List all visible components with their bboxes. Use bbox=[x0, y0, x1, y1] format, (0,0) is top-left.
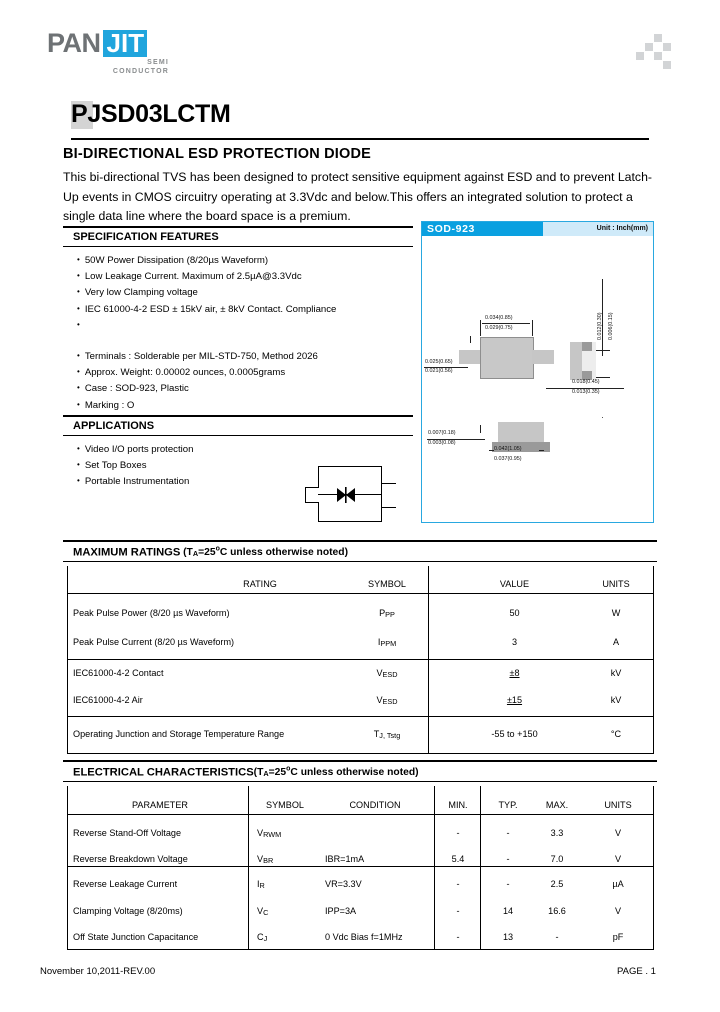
package-side-lead bbox=[570, 342, 582, 380]
panjit-logo bbox=[47, 27, 172, 78]
list-item bbox=[77, 317, 336, 333]
cell-typ: - bbox=[506, 828, 510, 838]
dim-side-height-1: 0.012(0.30) bbox=[597, 312, 603, 340]
product-subtitle: BI-DIRECTIONAL ESD PROTECTION DIODE bbox=[63, 146, 372, 162]
max-ratings-title bbox=[73, 546, 348, 558]
cell-parameter: Clamping Voltage (8/20ms) bbox=[73, 906, 183, 916]
list-item: • Approx. Weight: 0.00002 ounces, 0.0005grams bbox=[77, 364, 336, 380]
footer-date: November 10,2011-REV.00 bbox=[40, 966, 156, 977]
cell-typ: - bbox=[506, 879, 510, 889]
dim-left-1: 0.025(0.65) bbox=[425, 359, 453, 365]
max-table-rule-3 bbox=[67, 716, 653, 717]
cell-units: kV bbox=[610, 668, 622, 678]
elec-rule-bottom bbox=[67, 949, 653, 950]
cell-condition: IBR=1mA bbox=[325, 854, 365, 864]
cell-symbol: VC bbox=[257, 906, 269, 917]
cell-units: µA bbox=[612, 879, 624, 889]
elec-divider-1 bbox=[248, 786, 249, 950]
decorative-dots bbox=[636, 34, 676, 68]
dim-bot-left-2: 0.003(0.08) bbox=[428, 440, 456, 446]
cell-max: 2.5 bbox=[550, 879, 564, 889]
max-ratings-rule-bottom bbox=[63, 561, 657, 562]
electrical-rule-top bbox=[63, 760, 657, 762]
column-header-units: UNITS bbox=[604, 800, 632, 810]
list-item: • Very low Clamping voltage bbox=[77, 284, 336, 300]
package-band bbox=[422, 222, 653, 236]
cell-max: 16.6 bbox=[548, 906, 566, 916]
symbol-pin-top bbox=[382, 483, 396, 484]
symbol-pin-bottom bbox=[382, 507, 396, 508]
cell-min: - bbox=[456, 828, 460, 838]
cell-parameter: Off State Junction Capacitance bbox=[73, 932, 199, 942]
spec-rule-top bbox=[63, 226, 413, 228]
page-title: PJSD03LCTM bbox=[71, 100, 231, 128]
dim-arrow-left bbox=[489, 450, 494, 451]
dim-bot-left-1: 0.007(0.18) bbox=[428, 430, 456, 436]
electrical-condition: ($TA=25^oC$ unless otherwise noted) bbox=[253, 766, 419, 779]
logo-accent-block bbox=[103, 27, 148, 58]
cell-condition: VR=3.3V bbox=[325, 879, 362, 889]
cell-units: W bbox=[611, 608, 621, 618]
cell-units: pF bbox=[612, 932, 624, 942]
electrical-rule-bottom bbox=[63, 781, 657, 782]
package-lead-right bbox=[532, 350, 554, 364]
footer-page: PAGE . 1 bbox=[617, 966, 656, 977]
dim-top-width-1: 0.034(0.85) bbox=[485, 315, 513, 321]
column-header-symbol: SYMBOL bbox=[368, 579, 406, 589]
column-header-symbol: SYMBOL bbox=[266, 800, 304, 810]
list-item: • Set Top Boxes bbox=[77, 457, 193, 473]
dim-line-a bbox=[482, 323, 530, 324]
dim-top-width-2: 0.029(0.75) bbox=[485, 325, 513, 331]
max-table-rule-bottom bbox=[67, 753, 653, 754]
dim-side-height-2: 0.006(0.15) bbox=[608, 312, 614, 340]
package-body-top bbox=[480, 337, 534, 379]
cell-rating: IEC61000-4-2 Air bbox=[73, 695, 143, 705]
electrical-title bbox=[73, 766, 419, 778]
spec-list bbox=[77, 252, 336, 413]
logo-subtitle-line2: CONDUCTOR bbox=[112, 67, 169, 75]
electrical-title-text: ELECTRICAL CHARACTERISTICS bbox=[73, 766, 254, 779]
cell-units: kV bbox=[610, 695, 622, 705]
elec-rule-2 bbox=[67, 866, 653, 867]
list-item: • Terminals : Solderable per MIL-STD-750, Method 2026 bbox=[77, 348, 336, 364]
dim-tick-side-1 bbox=[596, 350, 610, 351]
cell-rating: Peak Pulse Power (8/20 µs Waveform) bbox=[73, 608, 230, 618]
logo-subtitle bbox=[47, 59, 169, 76]
dim-left-2: 0.021(0.56) bbox=[425, 368, 453, 374]
dim-arrow-right bbox=[539, 450, 544, 451]
dim-tick-bot bbox=[480, 425, 481, 433]
cell-symbol: TJ, Tstg bbox=[373, 729, 401, 740]
list-item: • 50W Power Dissipation (8/20µs Waveform) bbox=[77, 252, 336, 268]
dim-dot bbox=[602, 417, 603, 418]
cell-units: V bbox=[614, 854, 622, 864]
package-lead-left bbox=[459, 350, 481, 364]
cell-max: 7.0 bbox=[550, 854, 564, 864]
list-item: • Portable Instrumentation bbox=[77, 473, 193, 489]
dim-bot-width-1: 0.042(1.05) bbox=[494, 446, 522, 452]
cell-rating: IEC61000-4-2 Contact bbox=[73, 668, 164, 678]
dim-tick-left bbox=[470, 336, 471, 343]
column-header-units: UNITS bbox=[602, 579, 630, 589]
cell-units: A bbox=[612, 637, 620, 647]
cell-min: - bbox=[456, 879, 460, 889]
spec-rule-bottom bbox=[63, 246, 413, 247]
spec-heading: SPECIFICATION FEATURES bbox=[73, 231, 219, 243]
cell-units: V bbox=[614, 906, 622, 916]
cell-parameter: Reverse Breakdown Voltage bbox=[73, 854, 188, 864]
list-item: • Video I/O ports protection bbox=[77, 441, 193, 457]
dim-side-width-2: 0.013(0.35) bbox=[572, 389, 600, 395]
product-description: This bi-directional TVS has been designed to protect sensitive equipment against ESD and to prevent Latch-Up events in CMOS circuitry operating at 3.3Vdc and below.This offers an integrated solution to protect a single data line where the board space is a premium. bbox=[63, 170, 653, 223]
max-table-divider bbox=[428, 566, 429, 754]
logo-text-jit: JIT bbox=[106, 27, 145, 58]
elec-table-left-border bbox=[67, 786, 68, 950]
cell-min: - bbox=[456, 932, 460, 942]
cell-rating: Operating Junction and Storage Temperature Range bbox=[73, 729, 285, 739]
max-table-header-rule bbox=[67, 593, 653, 594]
cell-symbol: VESD bbox=[376, 695, 398, 706]
max-ratings-condition: ($TA=25^oC$ unless otherwise noted) bbox=[183, 546, 349, 559]
package-drawing-panel bbox=[421, 221, 654, 523]
applications-rule-top bbox=[63, 415, 413, 417]
dim-side-width-1: 0.018(0.45) bbox=[572, 379, 600, 385]
list-item: • Marking : O bbox=[77, 397, 336, 413]
cell-value: 50 bbox=[509, 608, 520, 618]
cell-symbol: CJ bbox=[257, 932, 268, 943]
column-header-min: MIN. bbox=[448, 800, 468, 810]
max-ratings-title-text: MAXIMUM RATINGS bbox=[73, 546, 181, 559]
max-table-right-border bbox=[653, 566, 654, 754]
list-item: • Case : SOD-923, Plastic bbox=[77, 380, 336, 396]
cell-typ: - bbox=[506, 854, 510, 864]
back-to-back-diode-icon bbox=[335, 486, 365, 504]
logo-text-pan: PAN bbox=[47, 28, 101, 58]
cell-min: 5.4 bbox=[451, 854, 465, 864]
dim-line-left bbox=[424, 367, 468, 368]
cell-units: V bbox=[614, 828, 622, 838]
cell-typ: 14 bbox=[502, 906, 514, 916]
column-header-value: VALUE bbox=[499, 579, 530, 589]
cell-max: 3.3 bbox=[550, 828, 564, 838]
dim-bot-width-2: 0.037(0.95) bbox=[494, 456, 522, 462]
elec-table-right-border bbox=[653, 786, 654, 950]
cell-condition: IPP=3A bbox=[325, 906, 357, 916]
elec-divider-3 bbox=[480, 786, 481, 950]
column-header-rating: RATING bbox=[243, 579, 277, 589]
cell-value: -55 to +150 bbox=[491, 729, 538, 739]
cell-value: 3 bbox=[511, 637, 518, 647]
cell-max: - bbox=[555, 932, 559, 942]
cell-condition: 0 Vdc Bias f=1MHz bbox=[325, 932, 403, 942]
cell-value: ±15 bbox=[506, 695, 523, 705]
cell-parameter: Reverse Stand-Off Voltage bbox=[73, 828, 182, 838]
cell-symbol: VBR bbox=[257, 854, 274, 865]
dim-tick-side-2 bbox=[596, 377, 610, 378]
column-header-parameter: PARAMETER bbox=[132, 800, 188, 810]
package-body-bottom bbox=[498, 422, 544, 442]
max-table-left-border bbox=[67, 566, 68, 754]
applications-list bbox=[77, 441, 193, 490]
package-name: SOD-923 bbox=[422, 222, 543, 236]
dim-tick-a1 bbox=[480, 320, 481, 336]
cell-symbol: VRWM bbox=[257, 828, 282, 839]
elec-header-rule bbox=[67, 814, 653, 815]
bidirectional-tvs-symbol bbox=[305, 466, 383, 522]
package-side-pad-top bbox=[582, 342, 592, 351]
title-divider bbox=[71, 138, 649, 140]
cell-rating: Peak Pulse Current (8/20 µs Waveform) bbox=[73, 637, 235, 647]
column-header-condition: CONDITION bbox=[349, 800, 401, 810]
cell-symbol: IR bbox=[257, 879, 265, 890]
max-table-rule-2 bbox=[67, 659, 653, 660]
cell-symbol: VESD bbox=[376, 668, 398, 679]
logo-subtitle-line1: SEMI bbox=[147, 59, 169, 66]
cell-parameter: Reverse Leakage Current bbox=[73, 879, 178, 889]
elec-divider-2 bbox=[434, 786, 435, 950]
cell-value: ±8 bbox=[509, 668, 520, 678]
column-header-max: MAX. bbox=[545, 800, 569, 810]
cell-symbol: PPP bbox=[379, 608, 395, 619]
applications-rule-bottom bbox=[63, 435, 413, 436]
max-ratings-rule-top bbox=[63, 540, 657, 542]
cell-typ: 13 bbox=[502, 932, 514, 942]
cell-min: - bbox=[456, 906, 460, 916]
list-item: • Low Leakage Current. Maximum of 2.5µA@3.3Vdc bbox=[77, 268, 336, 284]
applications-heading: APPLICATIONS bbox=[73, 420, 155, 432]
dim-tick-a2 bbox=[532, 320, 533, 336]
cell-units: °C bbox=[610, 729, 622, 739]
package-unit-label: Unit : Inch(mm) bbox=[596, 225, 648, 232]
list-item: • IEC 61000-4-2 ESD ± 15kV air, ± 8kV Contact. Compliance bbox=[77, 301, 336, 317]
symbol-left-tab bbox=[305, 487, 319, 503]
cell-symbol: IPPM bbox=[377, 637, 397, 648]
column-header-typ: TYP. bbox=[498, 800, 518, 810]
list-spacer bbox=[77, 333, 336, 348]
